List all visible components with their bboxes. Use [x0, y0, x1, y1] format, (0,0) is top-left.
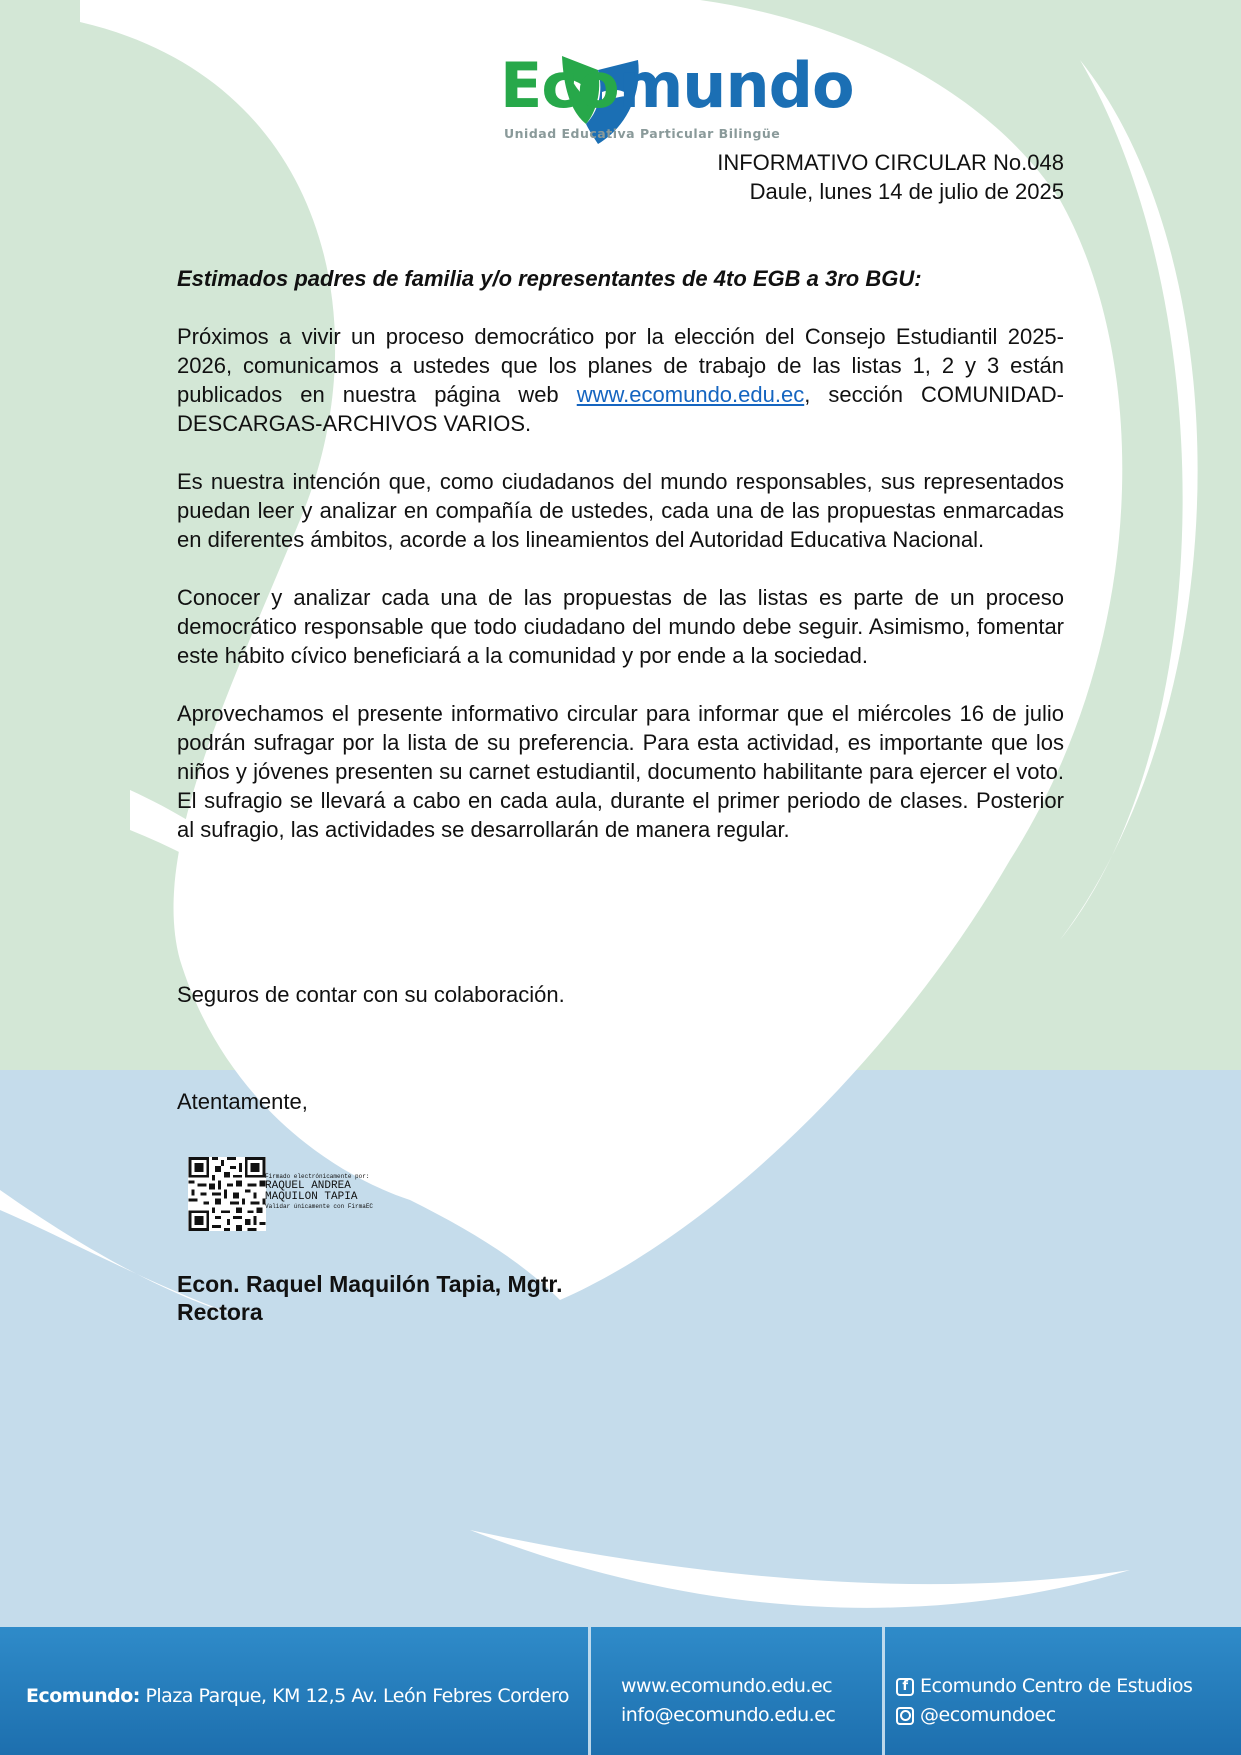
facebook-icon: f — [896, 1678, 914, 1696]
paragraph-2: Es nuestra intención que, como ciudadanos del mundo responsables, sus representados puedan leer y analizar en compañía de ustedes, cada una de las propuestas enmarcadas en diferentes ámbitos, acorde a los lineamientos del Autoridad Educativa Nacional. — [177, 469, 1064, 552]
closing-line: Seguros de contar con su colaboración. — [177, 982, 565, 1007]
footer-website-link[interactable]: www.ecomundo.edu.ec — [621, 1675, 833, 1697]
footer-divider — [588, 1627, 591, 1755]
qr-code-signature — [188, 1157, 266, 1231]
footer-address: Ecomundo: Plaza Parque, KM 12,5 Av. León Febres Cordero — [26, 1685, 569, 1707]
footer-bar — [0, 1627, 1241, 1755]
signer-block — [177, 1270, 563, 1326]
footer-divider — [882, 1627, 885, 1755]
letter-body — [177, 264, 1064, 873]
document-header — [717, 148, 1064, 206]
paragraph-3: Conocer y analizar cada una de las propuestas de las listas es parte de un proceso democrático responsable que todo ciudadano del mundo debe seguir. Asimismo, fomentar este hábito cívico beneficiará a la comunidad y por ende a la sociedad. — [177, 585, 1064, 668]
footer-contact — [621, 1672, 835, 1730]
logo-tagline: Unidad Educativa Particular Bilingüe — [504, 126, 781, 141]
signer-name: Econ. Raquel Maquilón Tapia, Mgtr. — [177, 1271, 563, 1297]
logo-wordmark: Ecomundo — [500, 49, 854, 122]
sign-off: Atentamente, — [177, 1089, 308, 1114]
footer-social — [896, 1672, 1192, 1730]
signer-title: Rectora — [177, 1299, 263, 1325]
salutation: Estimados padres de familia y/o representantes de 4to EGB a 3ro BGU: — [177, 266, 922, 291]
place-date: Daule, lunes 14 de julio de 2025 — [749, 179, 1064, 204]
paragraph-4: Aprovechamos el presente informativo circular para informar que el miércoles 16 de julio podrán sufragar por la lista de su preferencia. Para esta actividad, es importante que los niños y jóvenes presenten su carnet estudiantil, documento habilitante para ejercer el voto. El sufragio se llevará a cabo en cada aula, durante el primer periodo de clases. Posterior al sufragio, las actividades se desarrollarán de manera regular. — [177, 701, 1064, 842]
instagram-icon — [896, 1707, 914, 1725]
qr-signature-text: Firmado electrónicamente por: RAQUEL ANDREA MAQUILON TAPIA Validar únicamente con FirmaEC — [265, 1173, 374, 1210]
footer-email-link[interactable]: info@ecomundo.edu.ec — [621, 1704, 836, 1726]
website-link[interactable]: www.ecomundo.edu.ec — [576, 382, 805, 407]
footer-instagram[interactable]: @ecomundoec — [896, 1701, 1192, 1730]
paragraph-1: Próximos a vivir un proceso democrático por la elección del Consejo Estudiantil 2025-2026, comunicamos a ustedes que los planes de trabajo de las listas 1, 2 y 3 están publicados en nuestra página web www.ecomundo.edu.ec, sección COMUNIDAD-DESCARGAS-ARCHIVOS VARIOS. — [177, 324, 1065, 436]
circular-number: INFORMATIVO CIRCULAR No.048 — [717, 150, 1064, 175]
footer-facebook[interactable]: f Ecomundo Centro de Estudios — [896, 1672, 1192, 1701]
